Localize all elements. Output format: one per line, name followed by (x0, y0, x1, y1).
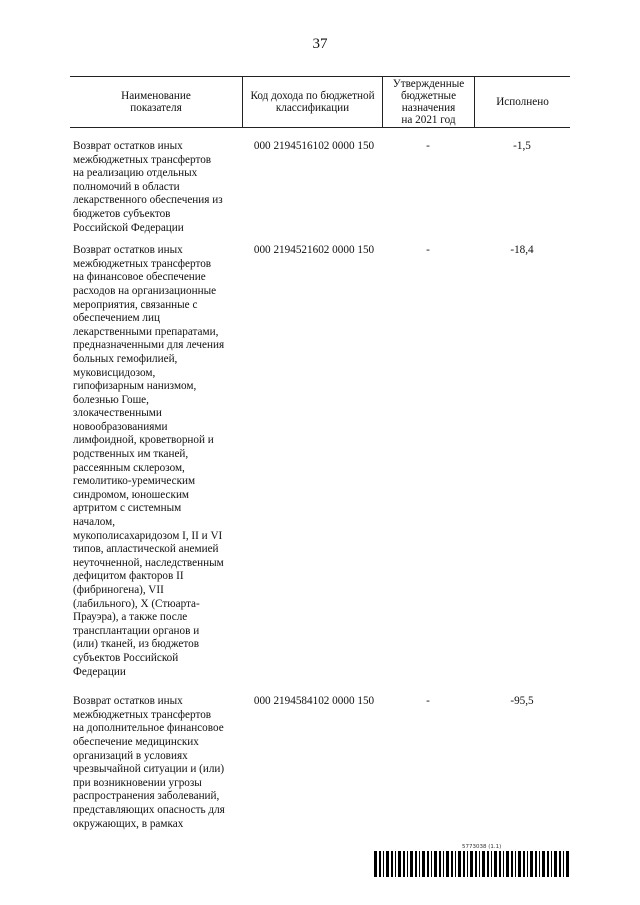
row-planned: - (426, 244, 430, 257)
page-number: 37 (312, 36, 328, 52)
row-name: Возврат остатков иных межбюджетных трансфертов на реализацию отдельных полномочий в области лекарственного обеспечения из бюджетов субъектов Российской Федерации (73, 140, 223, 234)
row-planned: - (426, 140, 430, 152)
barcode-label: 5773038 (1.1) (462, 844, 502, 850)
header-code (242, 77, 382, 127)
table-row (70, 244, 570, 679)
header-name (70, 77, 242, 127)
row-name: Возврат остатков иных межбюджетных трансфертов на дополнительное финансовое обеспечение медицинских организаций в условиях чрезвычайной ситуации и (или) при возникновении угрозы распространения заболеваний, представляющих опасность для окружающих, в рамках (73, 695, 225, 830)
row-code: 000 2194521602 0000 150 (253, 244, 375, 257)
header-executed-text: Исполнено (496, 96, 549, 108)
barcode-icon (374, 851, 570, 877)
row-name: Возврат остатков иных межбюджетных трансфертов на финансовое обеспечение расходов на организационные мероприятия, связанные с обеспечением лиц лекарственными препаратами, предназначенными для лечения больных гемофилией, муковисцидозом, гипофизарным нанизмом, болезнью Гоше, злокачественными новообразованиями лимфоидной, кроветворной и родственных им тканей, рассеянным склерозом, гемолитико-уремическим синдромом, юношеским артритом с системным началом, мукополисахаридозом I, II и VI типов, апластической анемией неуточненной, наследственным дефицитом факторов II (фибриногена), VII (лабильного), X (Стюарта- Прауэра), а также после трансплантации органов и (или) тканей, из бюджетов субъектов Российской Федерации (73, 244, 225, 678)
table-row (70, 140, 570, 235)
header-executed (474, 77, 570, 127)
header-planned-text: Утвержденные бюджетные назначения на 2021 год (392, 78, 465, 126)
row-code: 000 2194516102 0000 150 (253, 140, 375, 152)
row-executed: -1,5 (513, 140, 531, 152)
table-header (70, 76, 570, 128)
table-row (70, 695, 570, 831)
row-code: 000 2194584102 0000 150 (253, 695, 375, 708)
row-executed: -18,4 (510, 244, 534, 257)
header-planned (382, 77, 474, 127)
header-name-text: Наименование показателя (121, 90, 191, 114)
row-planned: - (426, 695, 430, 708)
header-code-text: Код дохода по бюджетной классификации (250, 90, 375, 114)
row-executed: -95,5 (510, 695, 534, 708)
budget-table (70, 76, 570, 831)
